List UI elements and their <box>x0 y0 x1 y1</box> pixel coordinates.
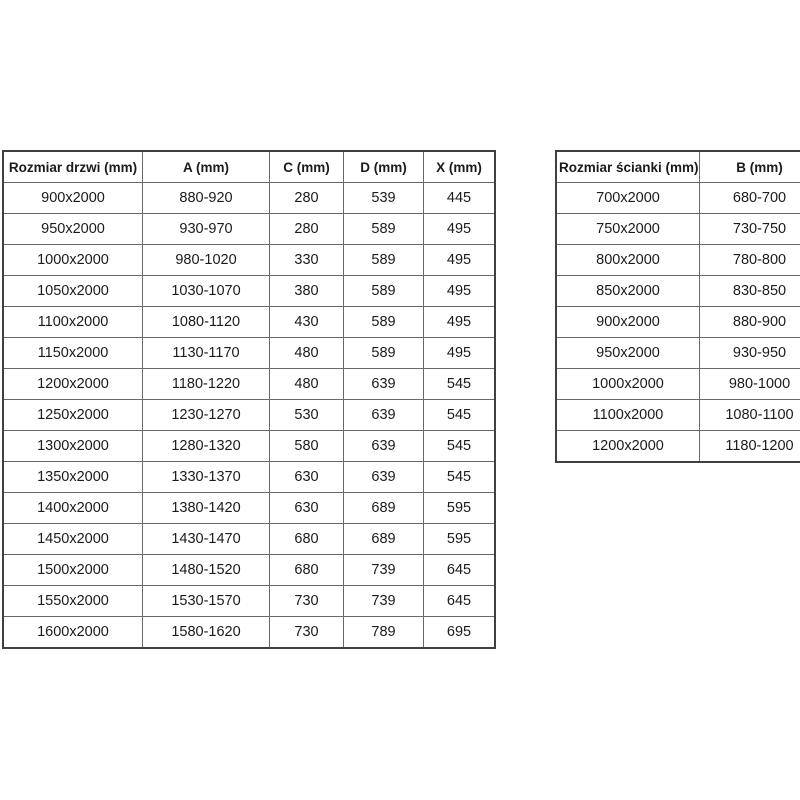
table-cell: 580 <box>270 431 344 462</box>
table-cell: 689 <box>344 524 424 555</box>
table-cell: 900x2000 <box>3 183 143 214</box>
table-cell: 850x2000 <box>556 276 700 307</box>
table-cell: 445 <box>424 183 496 214</box>
table-cell: 1300x2000 <box>3 431 143 462</box>
column-header: Rozmiar ścianki (mm) <box>556 151 700 183</box>
table-row <box>3 214 495 245</box>
table-cell: 495 <box>424 276 496 307</box>
table-cell: 545 <box>424 462 496 493</box>
table-cell: 280 <box>270 183 344 214</box>
table-row <box>556 431 800 463</box>
table-cell: 980-1000 <box>700 369 800 400</box>
table-cell: 595 <box>424 493 496 524</box>
table-cell: 900x2000 <box>556 307 700 338</box>
table-cell: 480 <box>270 369 344 400</box>
table-cell: 1080-1100 <box>700 400 800 431</box>
table-cell: 1550x2000 <box>3 586 143 617</box>
table-cell: 689 <box>344 493 424 524</box>
table-cell: 700x2000 <box>556 183 700 214</box>
table-cell: 880-900 <box>700 307 800 338</box>
table-row <box>556 245 800 276</box>
table-cell: 1030-1070 <box>143 276 270 307</box>
tables-container <box>2 150 800 649</box>
table-row <box>3 431 495 462</box>
table-cell: 1600x2000 <box>3 617 143 649</box>
table-row <box>3 307 495 338</box>
table-cell: 1430-1470 <box>143 524 270 555</box>
table-cell: 330 <box>270 245 344 276</box>
table-cell: 1250x2000 <box>3 400 143 431</box>
table-cell: 589 <box>344 338 424 369</box>
table-cell: 280 <box>270 214 344 245</box>
table-cell: 800x2000 <box>556 245 700 276</box>
table-cell: 539 <box>344 183 424 214</box>
column-header: X (mm) <box>424 151 496 183</box>
table-row <box>556 276 800 307</box>
column-header: A (mm) <box>143 151 270 183</box>
table-cell: 695 <box>424 617 496 649</box>
table-cell: 639 <box>344 462 424 493</box>
table-cell: 1000x2000 <box>556 369 700 400</box>
table-cell: 1000x2000 <box>3 245 143 276</box>
table-cell: 1500x2000 <box>3 555 143 586</box>
table-row <box>3 276 495 307</box>
table-cell: 1050x2000 <box>3 276 143 307</box>
table-cell: 380 <box>270 276 344 307</box>
table-cell: 1330-1370 <box>143 462 270 493</box>
table-cell: 950x2000 <box>3 214 143 245</box>
table-cell: 589 <box>344 245 424 276</box>
table-cell: 880-920 <box>143 183 270 214</box>
table-row <box>3 493 495 524</box>
table-cell: 430 <box>270 307 344 338</box>
table-cell: 495 <box>424 307 496 338</box>
table-cell: 589 <box>344 214 424 245</box>
table-cell: 1380-1420 <box>143 493 270 524</box>
table-cell: 1100x2000 <box>3 307 143 338</box>
table-cell: 639 <box>344 369 424 400</box>
table-row <box>3 369 495 400</box>
table-cell: 1080-1120 <box>143 307 270 338</box>
table-cell: 630 <box>270 493 344 524</box>
door-size-table <box>2 150 496 649</box>
table-cell: 1200x2000 <box>556 431 700 463</box>
table-cell: 1400x2000 <box>3 493 143 524</box>
table-cell: 930-970 <box>143 214 270 245</box>
table-row <box>3 586 495 617</box>
table-cell: 1180-1200 <box>700 431 800 463</box>
table-row <box>556 369 800 400</box>
table-row <box>556 183 800 214</box>
table-cell: 530 <box>270 400 344 431</box>
table-cell: 1280-1320 <box>143 431 270 462</box>
column-header: Rozmiar drzwi (mm) <box>3 151 143 183</box>
table-cell: 495 <box>424 338 496 369</box>
table-cell: 645 <box>424 555 496 586</box>
wall-size-table <box>555 150 800 463</box>
table-cell: 739 <box>344 586 424 617</box>
table-cell: 1150x2000 <box>3 338 143 369</box>
table-cell: 1230-1270 <box>143 400 270 431</box>
table-row <box>3 524 495 555</box>
table-cell: 589 <box>344 276 424 307</box>
table-cell: 1480-1520 <box>143 555 270 586</box>
table-row <box>3 245 495 276</box>
table-cell: 495 <box>424 245 496 276</box>
table-cell: 789 <box>344 617 424 649</box>
table-row <box>3 555 495 586</box>
column-header: C (mm) <box>270 151 344 183</box>
table-cell: 545 <box>424 431 496 462</box>
table-cell: 1580-1620 <box>143 617 270 649</box>
table-cell: 739 <box>344 555 424 586</box>
table-cell: 639 <box>344 431 424 462</box>
table-cell: 545 <box>424 369 496 400</box>
table-row <box>556 338 800 369</box>
table-row <box>3 338 495 369</box>
column-header: D (mm) <box>344 151 424 183</box>
table-cell: 639 <box>344 400 424 431</box>
table-cell: 950x2000 <box>556 338 700 369</box>
table-cell: 1450x2000 <box>3 524 143 555</box>
table-cell: 1350x2000 <box>3 462 143 493</box>
table-cell: 680-700 <box>700 183 800 214</box>
table-cell: 645 <box>424 586 496 617</box>
table-cell: 680 <box>270 555 344 586</box>
table-cell: 589 <box>344 307 424 338</box>
table-cell: 730 <box>270 586 344 617</box>
table-cell: 750x2000 <box>556 214 700 245</box>
table-cell: 1130-1170 <box>143 338 270 369</box>
table-cell: 545 <box>424 400 496 431</box>
table-cell: 980-1020 <box>143 245 270 276</box>
table-cell: 630 <box>270 462 344 493</box>
table-cell: 495 <box>424 214 496 245</box>
table-row <box>3 183 495 214</box>
table-cell: 1180-1220 <box>143 369 270 400</box>
table-cell: 730 <box>270 617 344 649</box>
table-cell: 830-850 <box>700 276 800 307</box>
table-row <box>3 400 495 431</box>
table-cell: 1530-1570 <box>143 586 270 617</box>
table-cell: 1200x2000 <box>3 369 143 400</box>
table-cell: 595 <box>424 524 496 555</box>
table-cell: 780-800 <box>700 245 800 276</box>
header-row <box>556 151 800 183</box>
table-row <box>3 617 495 649</box>
table-cell: 480 <box>270 338 344 369</box>
column-header: B (mm) <box>700 151 800 183</box>
header-row <box>3 151 495 183</box>
table-row <box>556 400 800 431</box>
table-cell: 680 <box>270 524 344 555</box>
table-row <box>556 214 800 245</box>
table-cell: 730-750 <box>700 214 800 245</box>
table-row <box>556 307 800 338</box>
table-cell: 930-950 <box>700 338 800 369</box>
table-row <box>3 462 495 493</box>
table-cell: 1100x2000 <box>556 400 700 431</box>
